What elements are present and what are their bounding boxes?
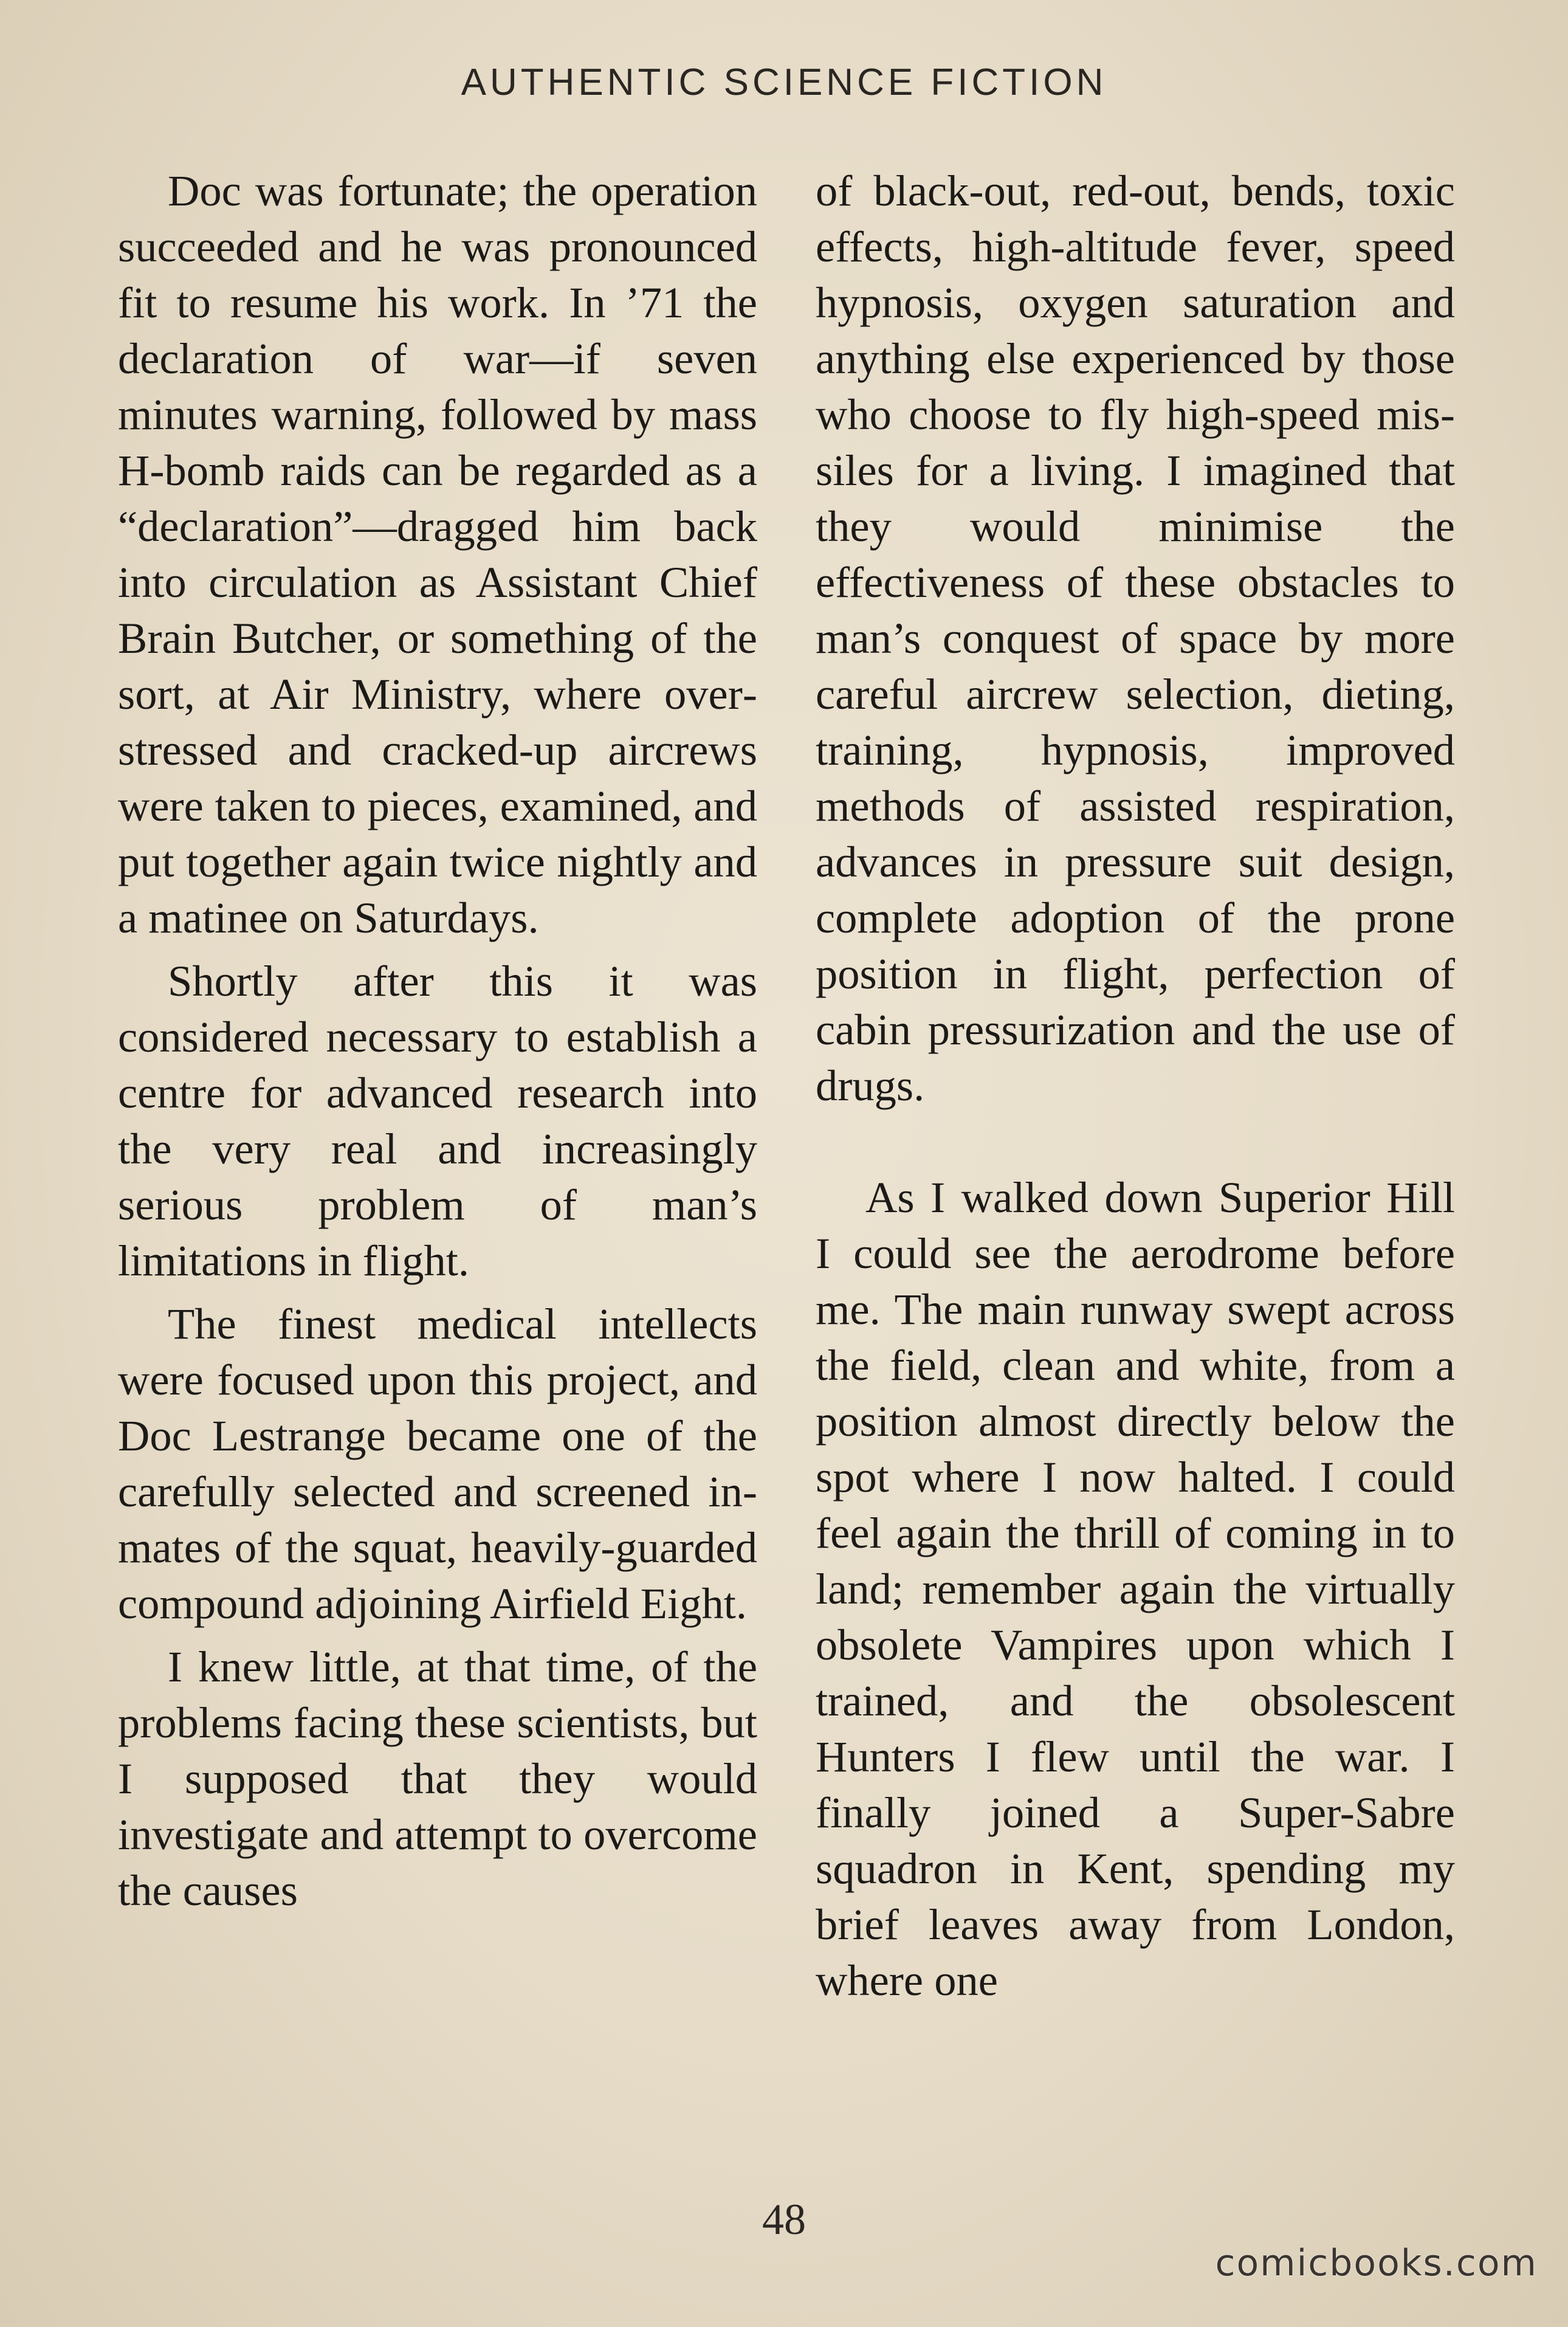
running-title: AUTHENTIC SCIENCE FICTION [461,61,1107,103]
paragraph: Shortly after this it was considered necessary to establish a centre for advanced research into the very real and increasingly serious problem of man’s limitations in flight. [118,956,757,1285]
paragraph-continued: of black-out, red-out, bends, toxic effects, high-altitude fever, speed hypnosis, oxygen saturation and anything else experienced by those who choose to fly high-speed missiles for a living. I imagined that they would minimise the effectiveness of these obstacles to man’s conquest of space by more careful aircrew selection, dieting, training, hypnosis, improved methods of assisted respiration, advances in pressure suit design, complete adoption of the prone position in flight, perfection of cabin pressurization and the use of drugs. [816,166,1455,1110]
site-watermark: comicbooks.com [1215,2242,1538,2284]
paragraph: I knew little, at that time, of the problems facing these scientists, but I supposed that they would investigate and attempt to overcome the causes [118,1642,757,1915]
paragraph: Doc was fortunate; the operation succeeded and he was pronounced fit to resume his work. In ’71 the declaration of war—if seven minutes warning, followed by mass H-bomb raids can be regarded as a “declaration”—dragged him back into circulation as Assistant Chief Brain Butcher, or something of the sort, at Air Ministry, where overstressed and cracked-up aircrews were taken to pieces, examined, and put together again twice nightly and a matinee on Saturdays. [118,166,757,942]
page-number: 48 [762,2195,806,2244]
right-text-column [816,163,1455,2016]
paragraph: The finest medical intellects were focused upon this project, and Doc Lestrange became one of the carefully selected and screened inmates of the squat, heavily-guarded compound adjoining Airfield Eight. [118,1299,757,1628]
paragraph: As I walked down Superior Hill I could see the aerodrome before me. The main runway swept across the field, clean and white, from a position almost directly below the spot where I now halted. I could feel again the thrill of coming in to land; remember again the virtually obsolete Vampires upon which I trained, and the obsolescent Hunters I flew until the war. I finally joined a Super-Sabre squadron in Kent, spending my brief leaves away from London, where one [816,1173,1455,2005]
left-text-column [118,163,757,1926]
